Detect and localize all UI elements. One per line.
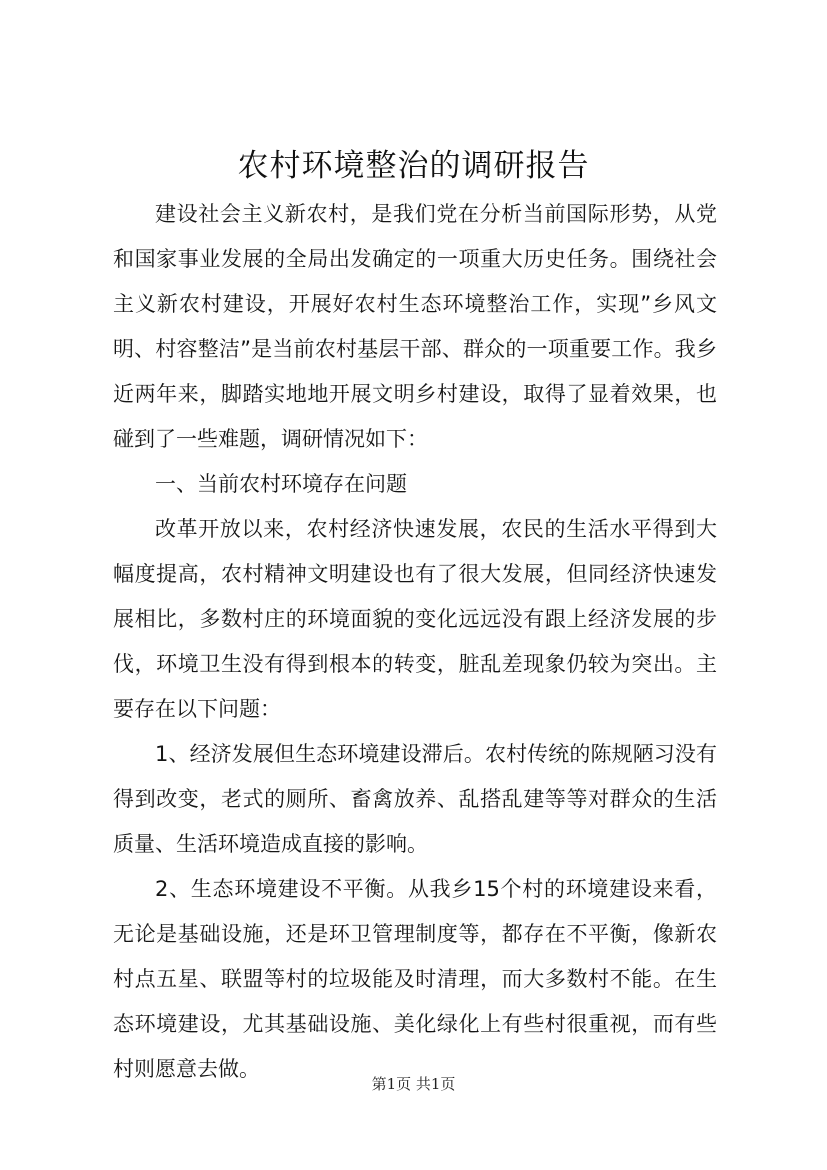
page-footer: 第1页 共1页 (371, 1075, 456, 1093)
paragraph-issue-2: 2、生态环境建设不平衡。从我乡15个村的环境建设来看，无论是基础设施，还是环卫管理制度等，都存在不平衡，像新农村点五星、联盟等村的垃圾能及时清理，而大多数村不能。在生态环境建设，尤其基础设施、美化绿化上有些村很重视，而有些村则愿意去做。 (113, 877, 717, 1081)
document-title: 农村环境整治的调研报告 (237, 148, 590, 184)
document-body (113, 192, 717, 1092)
paragraph-background: 改革开放以来，农村经济快速发展，农民的生活水平得到大幅度提高，农村精神文明建设也有了很大发展，但同经济快速发展相比，多数村庄的环境面貌的变化远远没有跟上经济发展的步伐，环境卫生没有得到根本的转变，脏乱差现象仍较为突出。主要存在以下问题： (113, 517, 717, 721)
paragraph-intro: 建设社会主义新农村，是我们党在分析当前国际形势，从党和国家事业发展的全局出发确定的一项重大历史任务。围绕社会主义新农村建设，开展好农村生态环境整治工作，实现”乡风文明、村容整洁”是当前农村基层干部、群众的一项重要工作。我乡近两年来，脚踏实地地开展文明乡村建设，取得了显着效果，也碰到了一些难题，调研情况如下： (113, 202, 717, 451)
section-heading-1: 一、当前农村环境存在问题 (155, 472, 407, 496)
paragraph-issue-1: 1、经济发展但生态环境建设滞后。农村传统的陈规陋习没有得到改变，老式的厕所、畜禽放养、乱搭乱建等等对群众的生活质量、生活环境造成直接的影响。 (113, 742, 717, 856)
